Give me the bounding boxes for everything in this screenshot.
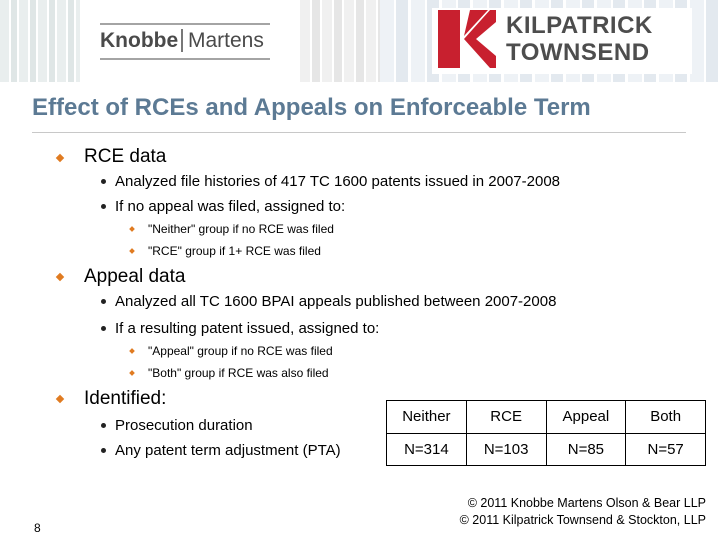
kilpatrick-k-logo-icon — [438, 10, 496, 68]
kilpatrick-townsend-logo-panel — [432, 8, 692, 74]
bullet-icon — [129, 226, 135, 232]
table-header-cell: Neither — [387, 401, 467, 434]
table-cell: N=57 — [626, 433, 706, 466]
logo-word-martens: Martens — [188, 29, 264, 52]
section-label-identified: Identified: — [84, 388, 167, 409]
rce-data-item-2: If no appeal was filed, assigned to: — [115, 198, 346, 215]
section-label-appeal-data: Appeal data — [84, 266, 186, 287]
rce-data-subitem-1: "Neither" group if no RCE was filed — [148, 222, 334, 236]
bullet-icon — [129, 348, 135, 354]
identified-item-2: Any patent term adjustment (PTA) — [115, 442, 341, 459]
bullet-icon — [129, 370, 135, 376]
section-label-rce-data: RCE data — [84, 146, 167, 167]
bullet-icon — [56, 273, 64, 281]
slide-title: Effect of RCEs and Appeals on Enforceable Term — [32, 94, 591, 121]
bullet-icon — [101, 326, 106, 331]
rce-data-subitem-2: "RCE" group if 1+ RCE was filed — [148, 244, 321, 258]
appeal-data-subitem-2: "Both" group if RCE was also filed — [148, 366, 329, 380]
header-stripe-left — [0, 0, 80, 82]
table-row — [387, 433, 706, 466]
identified-item-1: Prosecution duration — [115, 417, 253, 434]
bullet-icon — [56, 154, 64, 162]
table-header-row — [387, 401, 706, 434]
title-divider — [32, 132, 686, 133]
table-header-cell: Appeal — [546, 401, 626, 434]
table-cell: N=103 — [466, 433, 546, 466]
appeal-data-item-2: If a resulting patent issued, assigned to: — [115, 320, 380, 337]
bullet-icon — [101, 179, 106, 184]
bullet-icon — [101, 299, 106, 304]
table-header-cell: Both — [626, 401, 706, 434]
wordmark-line-townsend: TOWNSEND — [506, 39, 650, 66]
wordmark-line-kilpatrick: KILPATRICK — [506, 12, 653, 39]
knobbe-martens-logo — [90, 22, 270, 62]
header-stripe-middle — [300, 0, 380, 82]
bullet-icon — [101, 448, 106, 453]
bullet-icon — [129, 248, 135, 254]
kilpatrick-townsend-wordmark — [506, 12, 696, 66]
appeal-data-item-1: Analyzed all TC 1600 BPAI appeals published between 2007-2008 — [115, 293, 557, 310]
logo-word-knobbe: Knobbe — [100, 29, 179, 52]
copyright-line-knobbe: © 2011 Knobbe Martens Olson & Bear LLP — [467, 496, 706, 510]
table-cell: N=314 — [387, 433, 467, 466]
copyright-notice — [460, 495, 706, 529]
bullet-icon — [101, 423, 106, 428]
slide-header — [0, 0, 720, 82]
bullet-icon — [56, 395, 64, 403]
group-counts-table — [386, 400, 706, 466]
table-header-cell: RCE — [466, 401, 546, 434]
appeal-data-subitem-1: "Appeal" group if no RCE was filed — [148, 344, 333, 358]
page-number: 8 — [34, 521, 41, 535]
copyright-line-kilpatrick: © 2011 Kilpatrick Townsend & Stockton, LLP — [459, 513, 706, 527]
knobbe-martens-logo-panel — [80, 0, 300, 82]
bullet-icon — [101, 204, 106, 209]
table-cell: N=85 — [546, 433, 626, 466]
rce-data-item-1: Analyzed file histories of 417 TC 1600 patents issued in 2007-2008 — [115, 173, 561, 190]
